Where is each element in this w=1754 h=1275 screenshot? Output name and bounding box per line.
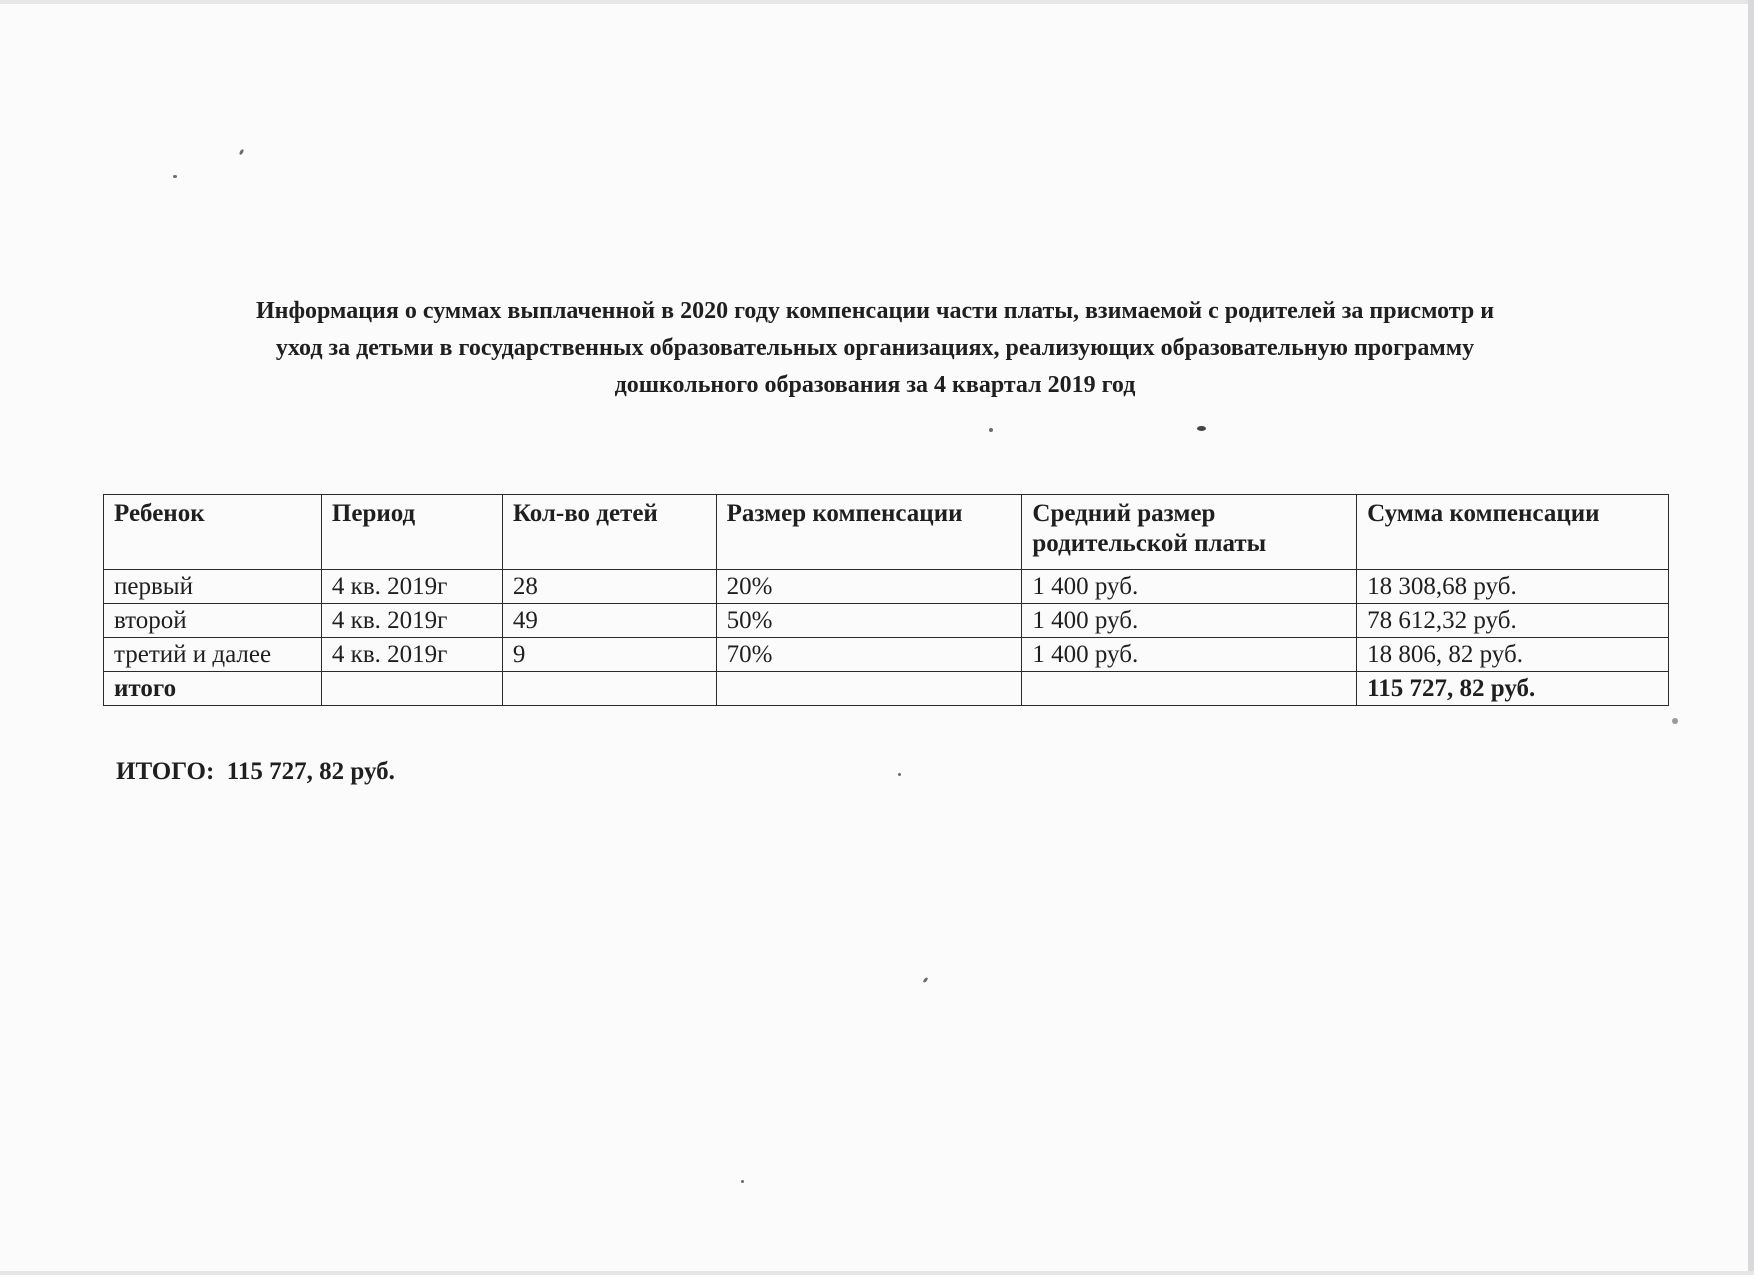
table-header-row <box>104 495 1669 570</box>
grand-total-label: ИТОГО: <box>116 758 215 785</box>
table-cell: 70% <box>716 638 1022 672</box>
scan-speck <box>898 773 901 776</box>
table-cell: 18 806, 82 руб. <box>1357 638 1669 672</box>
scan-speck <box>989 428 993 432</box>
table-cell: второй <box>104 604 322 638</box>
column-header-average-fee: Средний размер родительской платы <box>1022 495 1357 570</box>
table-cell: третий и далее <box>104 638 322 672</box>
column-header-children-count: Кол-во детей <box>502 495 716 570</box>
grand-total <box>116 758 395 786</box>
scan-edge-bottom <box>0 1271 1754 1275</box>
table-cell: 20% <box>716 570 1022 604</box>
table-cell: 1 400 руб. <box>1022 570 1357 604</box>
table-total-row <box>104 672 1669 706</box>
table-cell: 4 кв. 2019г <box>321 570 502 604</box>
column-header-period: Период <box>321 495 502 570</box>
table-cell: 9 <box>502 638 716 672</box>
total-label-cell: итого <box>104 672 322 706</box>
scan-speck <box>1672 718 1678 724</box>
document-title <box>100 293 1650 404</box>
column-header-compensation-rate: Размер компенсации <box>716 495 1022 570</box>
title-line-2: уход за детьми в государственных образовательных организациях, реализующих образовательную программу <box>275 335 1475 361</box>
table-cell: 1 400 руб. <box>1022 638 1357 672</box>
scan-speck <box>922 977 928 984</box>
table-cell <box>502 672 716 706</box>
table-cell: 4 кв. 2019г <box>321 604 502 638</box>
table-cell <box>321 672 502 706</box>
table-cell: 49 <box>502 604 716 638</box>
table-cell: 18 308,68 руб. <box>1357 570 1669 604</box>
scan-speck <box>173 175 177 178</box>
scan-speck <box>239 149 245 156</box>
table-row <box>104 604 1669 638</box>
table-cell <box>1022 672 1357 706</box>
scan-edge-right <box>1748 0 1754 1275</box>
compensation-table <box>103 494 1669 706</box>
scan-speck <box>1197 426 1206 431</box>
table-cell: 50% <box>716 604 1022 638</box>
scan-speck <box>741 1180 744 1183</box>
table-cell: 78 612,32 руб. <box>1357 604 1669 638</box>
table-row <box>104 638 1669 672</box>
table-cell: первый <box>104 570 322 604</box>
column-header-child: Ребенок <box>104 495 322 570</box>
grand-total-value: 115 727, 82 руб. <box>226 758 395 785</box>
title-line-3: дошкольного образования за 4 квартал 2019 год <box>614 372 1136 398</box>
title-line-1: Информация о суммах выплаченной в 2020 году компенсации части платы, взимаемой с родителей за присмотр и <box>255 298 1495 324</box>
column-header-compensation-amount: Сумма компенсации <box>1357 495 1669 570</box>
table-cell: 28 <box>502 570 716 604</box>
table-cell: 1 400 руб. <box>1022 604 1357 638</box>
table-cell <box>716 672 1022 706</box>
table-cell: 4 кв. 2019г <box>321 638 502 672</box>
scan-edge-top <box>0 0 1754 4</box>
table-row <box>104 570 1669 604</box>
total-amount-cell: 115 727, 82 руб. <box>1357 672 1669 706</box>
